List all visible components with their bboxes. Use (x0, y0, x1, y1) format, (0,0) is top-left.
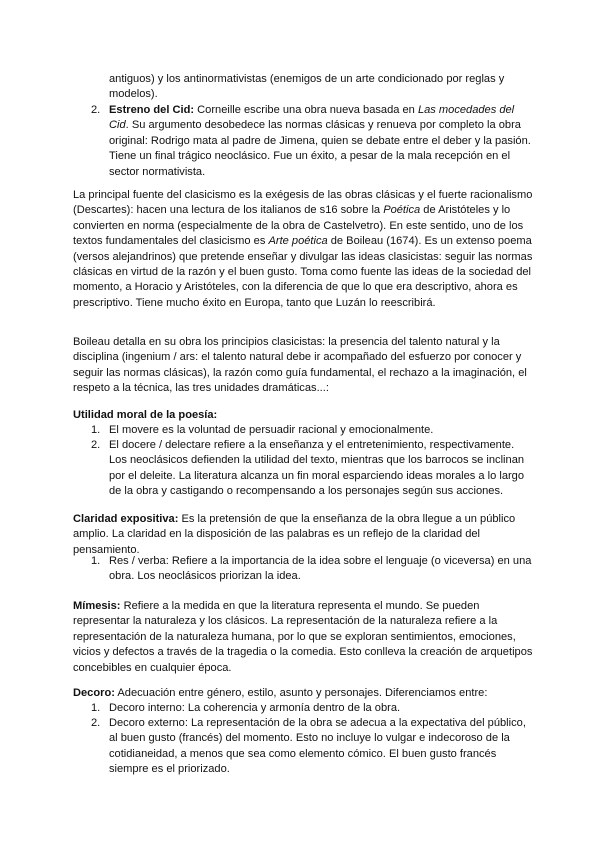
work-title: Las mocedades del Cid (109, 104, 515, 132)
list-item-decoro-interno (91, 701, 535, 716)
heading-text: Mímesis: (73, 600, 121, 612)
text-run: Adecuación entre género, estilo, asunto y personajes. Diferenciamos entre: (114, 687, 488, 699)
text-run: de Boileau (1674). Es un extenso poema (versos alejandrinos) que pretende enseñar y divulgar las ideas clasicistas: seguir las normas clásicas en virtud de la razón y el buen gusto. Toma como fuente las ideas de la sociedad del momento, a Horacio y Aristóteles, con la diferencia de que lo que era descriptivo, ahora es prescriptivo. Tiene mucho éxito en Europa, tanto que Luzán lo reescribirá. (73, 235, 533, 309)
paragraph-clasicismo (73, 188, 535, 311)
list-item-text: antiguos) y los antinormativistas (enemigos de un arte condicionado por reglas y modelos). (109, 73, 505, 101)
list-item-decoro-externo (91, 716, 535, 778)
list-item-number: 2. (91, 439, 101, 451)
text-run: de Aristóteles y lo convierten en norma (especialmente de la obra de Castelvetro). En este sentido, uno de los textos fundamentales del clasicismo es (73, 204, 524, 248)
list-item-number: 2. (91, 717, 101, 729)
text-run: Es la pretensión de que la enseñanza de la obra llegue a un público amplio. La claridad en la disposición de las palabras es un reflejo de la claridad del pensamiento. (73, 513, 516, 556)
section-heading-utilidad (73, 408, 535, 423)
heading-text: Decoro: (73, 687, 115, 699)
work-title: Arte poética (268, 235, 328, 248)
text-run: La principal fuente del clasicismo es la exégesis de las obras clásicas y el fuerte racionalismo (Descartes): hacen una lectura de los italianos de s16 sobre la (73, 189, 533, 217)
section-mimesis (73, 599, 535, 676)
list-item-text: Res / verba: Refiere a la importancia de la idea sobre el lenguaje (o viceversa) en una obra. Los neoclásicos priorizan la idea. (109, 555, 532, 583)
list-item-title: Estreno del Cid: (109, 104, 195, 116)
list-item-text: Decoro externo: La representación de la obra se adecua a la expectativa del público, al buen gusto (francés) del momento. Esto no incluye lo vulgar e indecoroso de la cotidianeidad, a menos que sea como elemento cómico. El buen gusto francés siempre es el priorizado. (109, 717, 526, 776)
list-item-number: 1. (91, 424, 101, 436)
list-item-number: 2. (91, 104, 101, 116)
heading-text: Claridad expositiva: (73, 513, 179, 525)
list-item-number: 1. (91, 702, 101, 714)
heading-text: Utilidad moral de la poesía: (73, 409, 218, 421)
list-item-res-verba (91, 554, 535, 585)
list-item-number: 1. (91, 555, 101, 567)
list-item-docere (91, 438, 535, 500)
work-title: Poética (383, 204, 421, 217)
list-item-text: El movere es la voluntad de persuadir racional y emocionalmente. (109, 424, 434, 436)
text-run: . Su argumento desobedece las normas clásicas y renueva por completo la obra original: Rodrigo mata al padre de Jimena, quien se debate entre el deber y la pasión. Tiene un final trágico neoclásico. Fue un éxito, a pesar de la mala recepción en el sector normativista. (109, 119, 531, 178)
section-claridad (73, 512, 535, 558)
section-decoro (73, 686, 535, 701)
list-item-continuation (91, 72, 535, 103)
list-item-text (109, 103, 535, 180)
list-item-movere (91, 423, 535, 438)
paragraph-boileau: Boileau detalla en su obra los principios clasicistas: la presencia del talento natural y la disciplina (ingenium / ars: el talento natural debe ir acompañado del esfuerzo por conocer y seguir las normas clásicas), la razón como guía fundamental, el rechazo a la imaginación, el respeto a la técnica, las tres unidades dramáticas...: (73, 336, 527, 395)
list-item-estreno-del-cid (91, 103, 535, 180)
text-run: Refiere a la medida en que la literatura representa el mundo. Se pueden representar la naturaleza y los clásicos. La representación de la naturaleza refiere a la representación de la naturaleza humana, por lo que se exploran sentimientos, emociones, vicios y defectos a través de la tragedia o la comedia. Esto conlleva la creación de arquetipos concebibles en cualquier época. (73, 600, 533, 674)
list-item-text: El docere / delectare refiere a la enseñanza y el entretenimiento, respectivamente. Los neoclásicos defienden la utilidad del texto, mientras que los barrocos se inclinan por el deleite. La literatura alcanza un fin moral esparciendo ideas morales a lo largo de la obra y castigando o recompensando a los personajes según sus acciones. (109, 439, 525, 498)
list-item-text: Decoro interno: La coherencia y armonía dentro de la obra. (109, 702, 401, 714)
text-run: Corneille escribe una obra nueva basada en (194, 104, 418, 116)
